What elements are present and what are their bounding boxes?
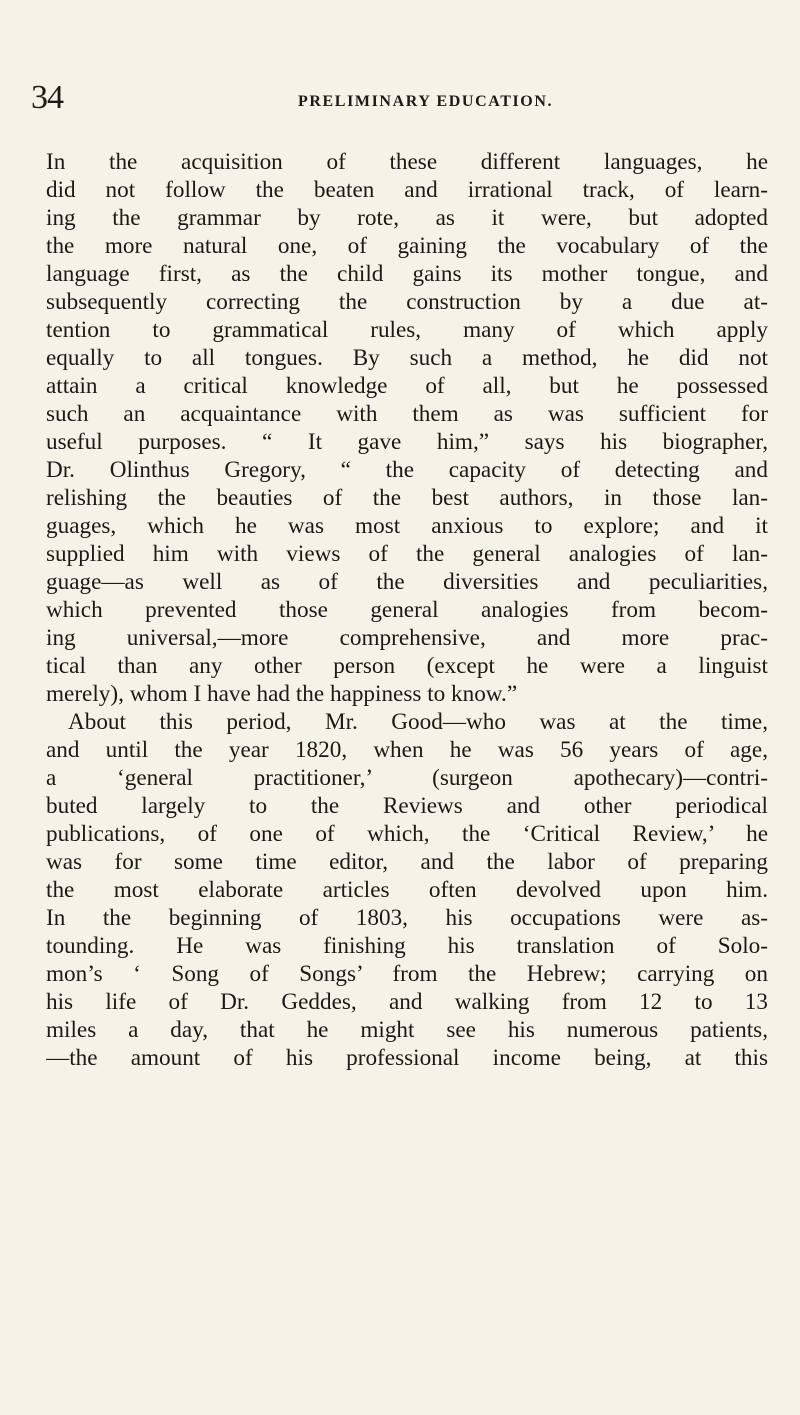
text-line: relishing the beauties of the best authors, in those lan- (46, 485, 768, 511)
text-line: and until the year 1820, when he was 56 years of age, (46, 737, 768, 763)
text-line: useful purposes. “ It gave him,” says his biographer, (46, 429, 768, 455)
text-line: ing the grammar by rote, as it were, but adopted (46, 205, 768, 231)
text-line: did not follow the beaten and irrational track, of learn- (46, 177, 768, 203)
text-line: tounding. He was finishing his translation of Solo- (46, 933, 768, 959)
text-line: his life of Dr. Geddes, and walking from 12 to 13 (46, 989, 768, 1015)
text-line: subsequently correcting the construction by a due at- (46, 289, 768, 315)
text-line: miles a day, that he might see his numerous patients, (46, 1017, 768, 1043)
text-line: merely), whom I have had the happiness to know.” (46, 681, 518, 707)
text-line: a ‘general practitioner,’ (surgeon apothecary)—contri- (46, 765, 768, 791)
running-head: PRELIMINARY EDUCATION. (298, 93, 554, 110)
page-header (0, 78, 800, 118)
text-line: equally to all tongues. By such a method, he did not (46, 345, 768, 371)
text-line: In the beginning of 1803, his occupations were as- (46, 905, 768, 931)
text-line: tical than any other person (except he were a linguist (46, 653, 768, 679)
text-line: supplied him with views of the general analogies of lan- (46, 541, 768, 567)
page-number: 34 (31, 79, 63, 116)
body-text (46, 148, 768, 1072)
text-line: In the acquisition of these different languages, he (46, 149, 768, 175)
text-line: publications, of one of which, the ‘Critical Review,’ he (46, 821, 768, 847)
text-line: guage—as well as of the diversities and peculiarities, (46, 569, 768, 595)
text-line: —the amount of his professional income being, at this (46, 1045, 768, 1071)
text-line: About this period, Mr. Good—who was at the time, (68, 709, 768, 735)
text-line: was for some time editor, and the labor of preparing (46, 849, 768, 875)
text-line: buted largely to the Reviews and other periodical (46, 793, 768, 819)
text-line: guages, which he was most anxious to explore; and it (46, 513, 768, 539)
text-line: such an acquaintance with them as was sufficient for (46, 401, 768, 427)
text-line: the most elaborate articles often devolved upon him. (46, 877, 768, 903)
text-line: attain a critical knowledge of all, but he possessed (46, 373, 768, 399)
text-line: which prevented those general analogies from becom- (46, 597, 768, 623)
text-line: language first, as the child gains its mother tongue, and (46, 261, 768, 287)
text-line: Dr. Olinthus Gregory, “ the capacity of detecting and (46, 457, 768, 483)
text-line: ing universal,—more comprehensive, and more prac- (46, 625, 768, 651)
text-line: tention to grammatical rules, many of which apply (46, 317, 768, 343)
text-line: mon’s ‘ Song of Songs’ from the Hebrew; carrying on (46, 961, 768, 987)
text-line: the more natural one, of gaining the vocabulary of the (46, 233, 768, 259)
